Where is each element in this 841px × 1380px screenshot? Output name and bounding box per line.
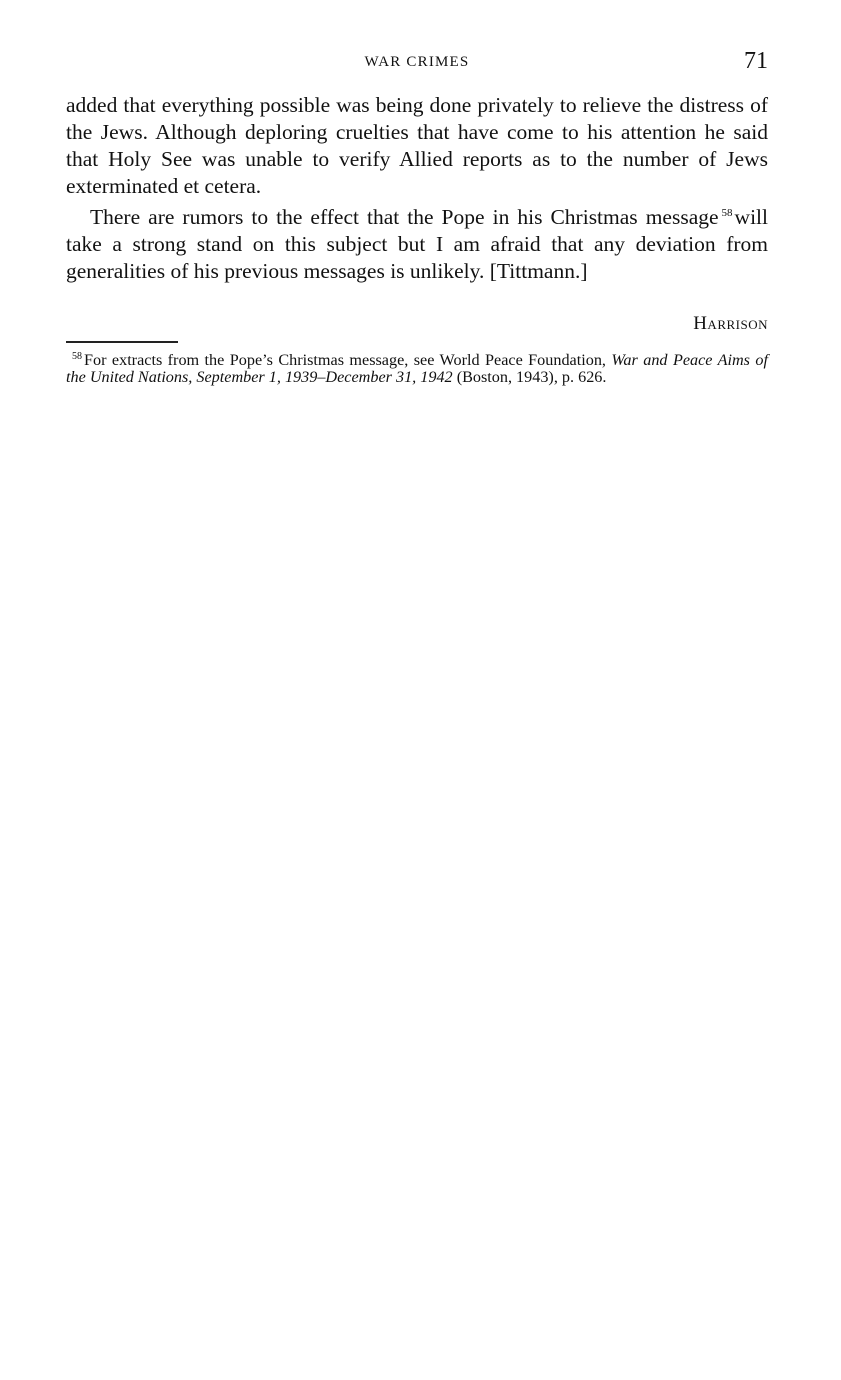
paragraph-1: added that everything possible was being done privately to relieve the distress of the Jews. Although deploring cruelties that have come to his attention he said that Holy See was unable to verify Allied reports as to the number of Jews exterminated et cetera.: [66, 93, 768, 198]
document-page: [66, 0, 768, 1380]
page-number: 71: [744, 48, 768, 74]
footnote-rule: [66, 341, 178, 343]
footnote-text-part-1: For extracts from the Pope’s Christmas message, see World Peace Foundation,: [84, 351, 606, 369]
footnote-text-part-2: (Boston, 1943), p. 626.: [456, 368, 607, 386]
paragraph-2: [66, 204, 768, 285]
body-text: [66, 92, 768, 285]
footnote: [66, 352, 768, 386]
signature: Harrison: [693, 313, 768, 334]
paragraph-2-part-1: There are rumors to the effect that the Pope in his Christmas message: [90, 205, 719, 229]
running-header: [66, 50, 768, 80]
footnote-marker: 58: [72, 350, 82, 362]
running-title: WAR CRIMES: [364, 54, 470, 70]
footnote-reference: 58: [721, 206, 733, 219]
paragraph-2-part-2: will take a strong stand on this subject but I am afraid that any deviation from generalities of his previous messages is unlikely. [Tittmann.]: [66, 205, 768, 283]
footnote-italic-title: War and Peace Aims of the United Nations, September 1, 1939–December 31, 1942: [66, 351, 768, 386]
